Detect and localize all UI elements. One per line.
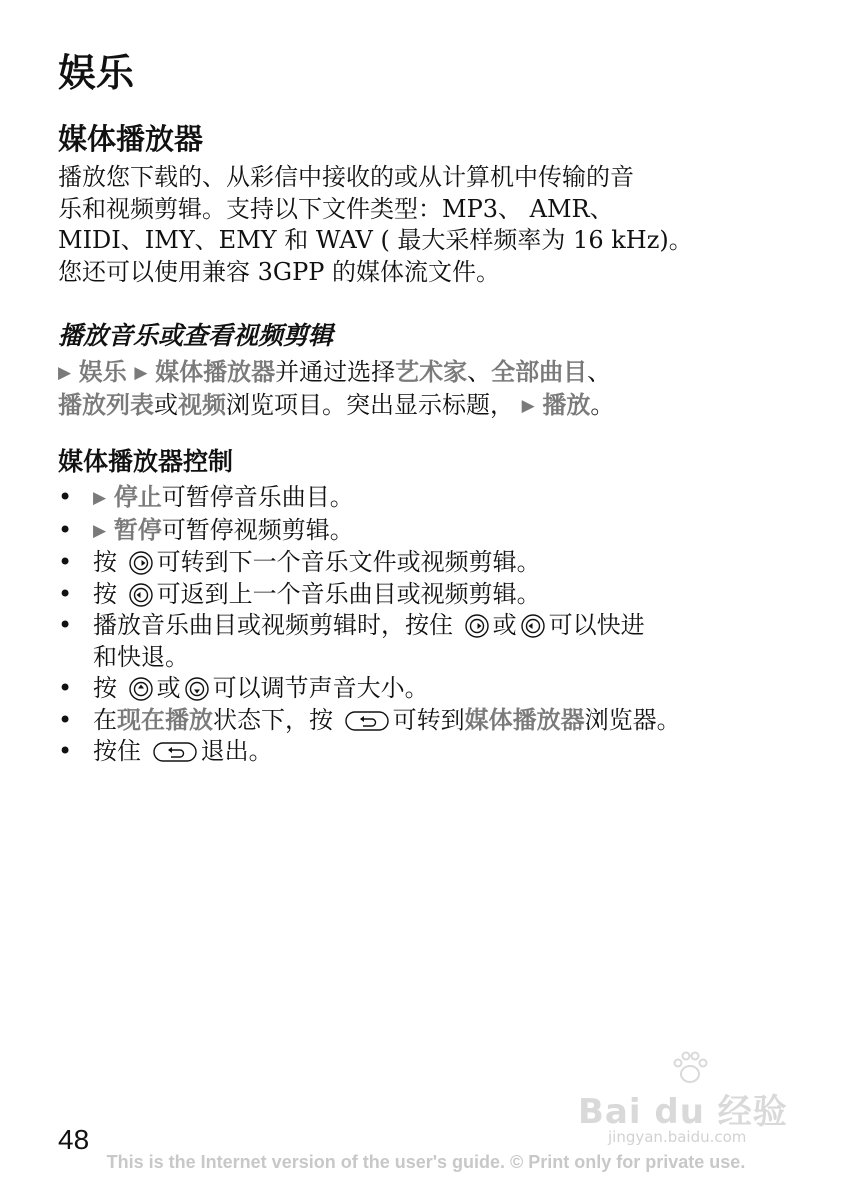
menu-keyword-videos: 视频 xyxy=(178,390,226,419)
list-item xyxy=(58,482,818,515)
bullet: • xyxy=(58,674,73,702)
arrow-icon: ▶ xyxy=(93,520,107,541)
item-text: 可以调节声音大小。 xyxy=(212,674,429,702)
intro-line: 乐和视频剪辑。支持以下文件类型：MP3、 AMR、 xyxy=(58,194,614,223)
menu-keyword-media-player: 媒体播放器 xyxy=(155,358,276,386)
intro-paragraph xyxy=(58,162,803,288)
page-title: 娱乐 xyxy=(58,51,135,95)
controls-list xyxy=(58,482,818,768)
paw-icon xyxy=(670,1050,710,1086)
bullet: • xyxy=(58,611,73,639)
bullet: • xyxy=(58,579,73,608)
page-number: 48 xyxy=(58,1124,90,1155)
menu-keyword-playlists: 播放列表 xyxy=(58,390,154,419)
back-key-icon xyxy=(345,709,389,733)
nav-right-icon xyxy=(465,614,489,638)
subheading-play-music: 播放音乐或查看视频剪辑 xyxy=(58,321,334,350)
watermark xyxy=(578,1050,808,1150)
nav-left-icon xyxy=(129,583,153,607)
list-item xyxy=(58,736,818,768)
list-item xyxy=(58,515,818,548)
arrow-icon: ▶ xyxy=(521,395,535,416)
intro-line: 播放您下载的、从彩信中接收的或从计算机中传输的音 xyxy=(58,163,634,191)
menu-keyword-all-tracks: 全部曲目 xyxy=(491,358,588,386)
back-key-icon xyxy=(153,740,197,764)
menu-keyword-artists: 艺术家 xyxy=(395,358,468,386)
play-text: 或 xyxy=(154,390,178,419)
item-text: 可暂停音乐曲目。 xyxy=(161,483,354,511)
item-text: 可返到上一个音乐曲目或视频剪辑。 xyxy=(156,579,541,608)
section-heading-media-player: 媒体播放器 xyxy=(58,122,204,156)
play-line-2 xyxy=(58,390,803,423)
item-text: 按 xyxy=(93,674,117,702)
list-item xyxy=(58,610,818,673)
menu-keyword-play: 播放 xyxy=(542,390,591,419)
bullet: • xyxy=(58,705,73,734)
nav-left-icon xyxy=(521,614,545,638)
play-instructions xyxy=(58,357,803,422)
bullet: • xyxy=(58,737,73,765)
nav-right-icon xyxy=(129,551,153,575)
play-text: 浏览项目。突出显示标题， xyxy=(226,390,514,419)
subheading-controls: 媒体播放器控制 xyxy=(58,447,234,476)
item-text: 可暂停视频剪辑。 xyxy=(161,515,354,544)
item-text: 可转到下一个音乐文件或视频剪辑。 xyxy=(156,548,541,576)
menu-keyword-entertainment: 娱乐 xyxy=(78,358,127,386)
play-line-1 xyxy=(58,357,803,390)
menu-keyword-media-player: 媒体播放器 xyxy=(464,705,585,734)
item-text: 按住 xyxy=(93,737,141,765)
arrow-icon: ▶ xyxy=(58,363,72,383)
intro-line: 您还可以使用兼容 3GPP 的媒体流文件。 xyxy=(58,257,500,286)
bullet: • xyxy=(58,515,73,544)
play-text: 、 xyxy=(587,358,612,386)
arrow-icon: ▶ xyxy=(93,488,107,508)
menu-keyword-pause: 暂停 xyxy=(113,515,162,544)
footer-note: This is the Internet version of the user's guide. © Print only for private use. xyxy=(106,1152,746,1172)
list-item xyxy=(58,673,818,705)
list-item xyxy=(58,705,818,737)
list-item xyxy=(58,547,818,579)
item-text: 状态下，按 xyxy=(213,705,333,734)
menu-keyword-stop: 停止 xyxy=(113,483,162,511)
item-text: 或 xyxy=(492,611,517,639)
item-text: 在 xyxy=(93,705,117,734)
play-text: 并通过选择 xyxy=(275,358,396,386)
watermark-logo: Bai du 经验 xyxy=(578,1092,788,1132)
play-text: 。 xyxy=(590,390,615,419)
nav-down-icon xyxy=(185,677,209,701)
item-text: 可转到 xyxy=(392,705,465,734)
menu-keyword-now-playing: 现在播放 xyxy=(117,705,213,734)
watermark-url: jingyan.baidu.com xyxy=(608,1128,747,1146)
play-text: 、 xyxy=(467,358,492,386)
item-text: 浏览器。 xyxy=(584,705,681,734)
bullet: • xyxy=(58,548,73,576)
nav-up-icon xyxy=(129,677,153,701)
list-item xyxy=(58,579,818,611)
item-text: 和快退。 xyxy=(93,642,189,671)
item-text: 按 xyxy=(93,548,117,576)
intro-line: MIDI、IMY、EMY 和 WAV ( 最大采样频率为 16 kHz)。 xyxy=(58,226,693,254)
item-text: 或 xyxy=(156,674,181,702)
item-text: 播放音乐曲目或视频剪辑时，按住 xyxy=(93,611,453,639)
item-text: 按 xyxy=(93,579,117,608)
bullet: • xyxy=(58,483,73,511)
item-text: 可以快进 xyxy=(548,611,645,639)
arrow-icon: ▶ xyxy=(134,363,148,383)
item-text: 退出。 xyxy=(200,737,273,765)
